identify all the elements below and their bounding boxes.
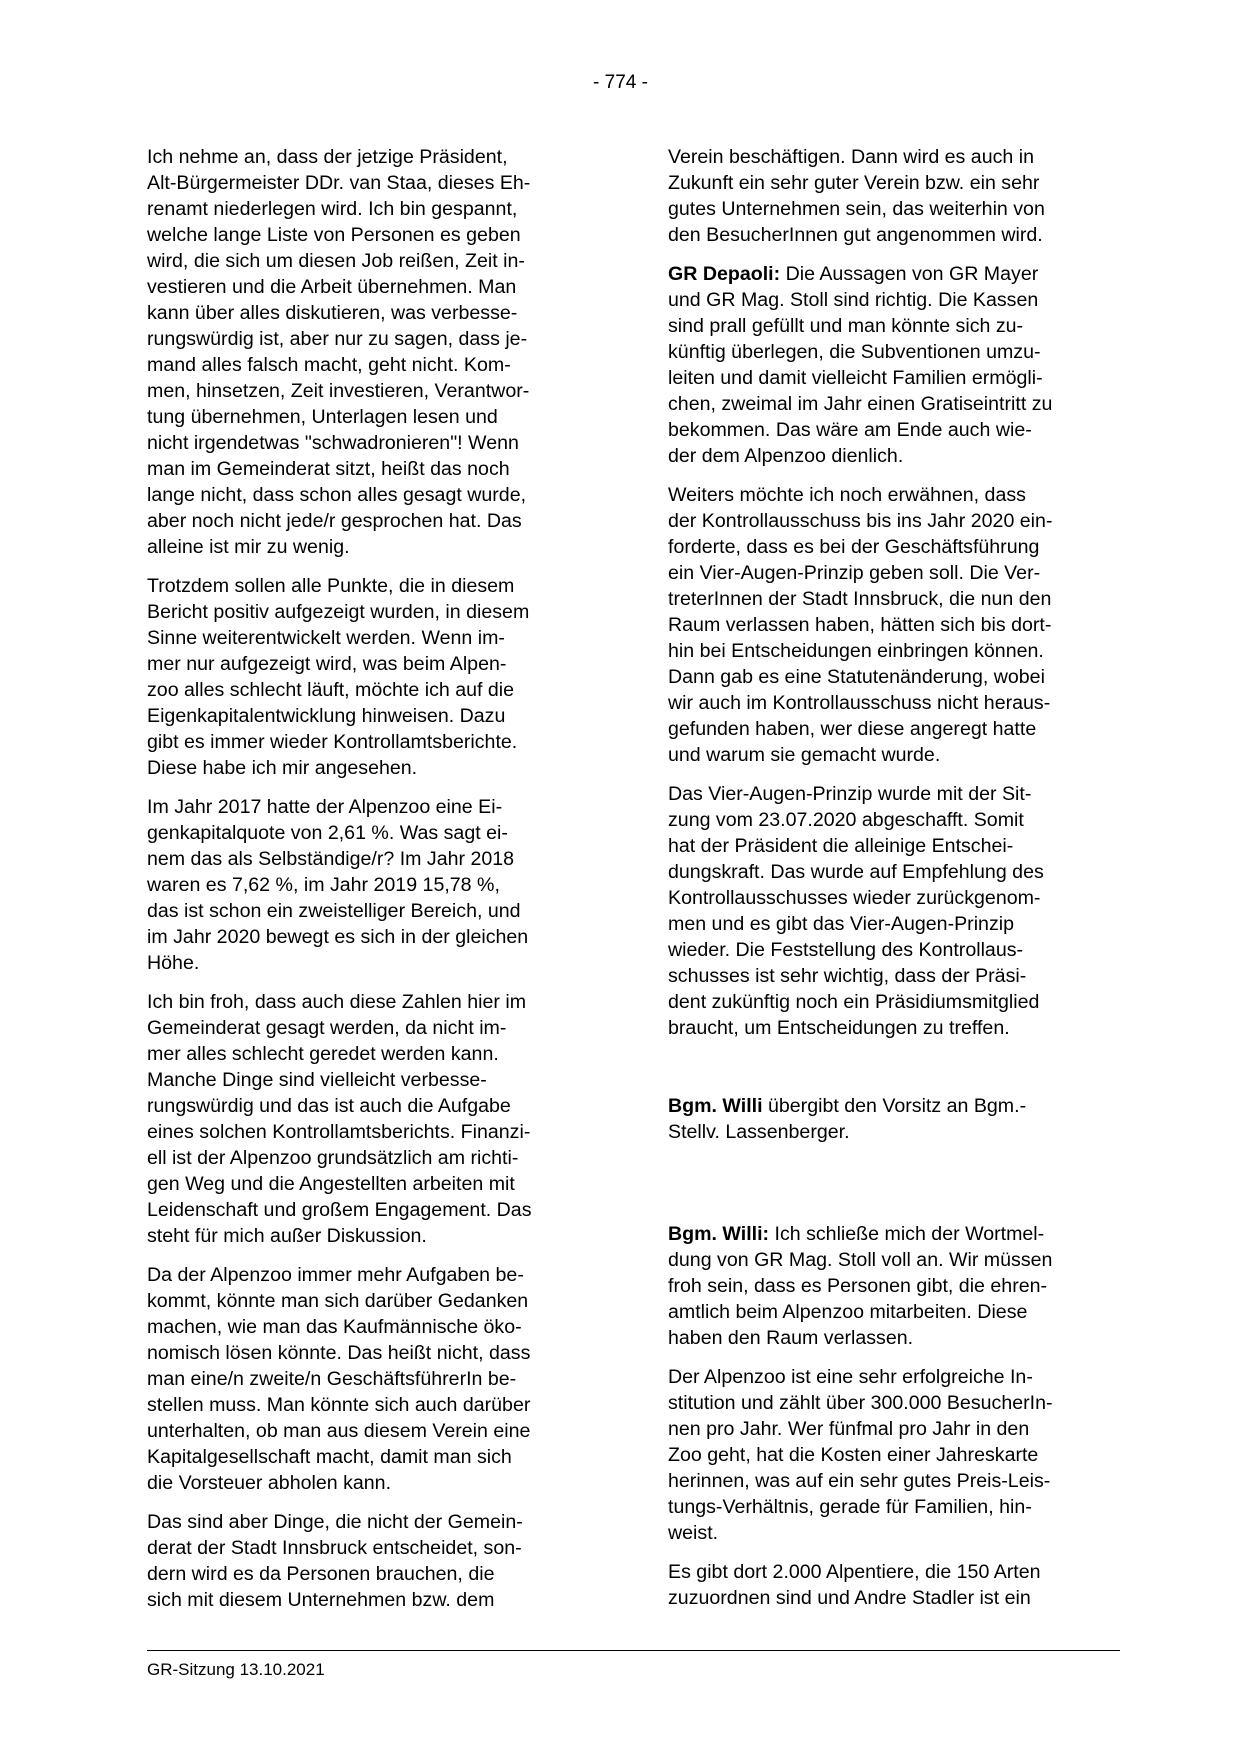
- paragraph: Das sind aber Dinge, die nicht der Gemein- derat der Stadt Innsbruck entscheidet, son- dern wird es da Personen brauchen, die sich mit diesem Unternehmen bzw. dem: [147, 1511, 523, 1611]
- paragraph: Ich nehme an, dass der jetzige Präsident, Alt-Bürgermeister DDr. van Staa, dieses Eh- renamt niederlegen wird. Ich bin gespannt, welche lange Liste von Personen es geben wird, die sich um diesen Job reißen, Zeit in- vestieren und die Arbeit übernehmen. Man kann über alles diskutieren, was verbesse- rungswürdig ist, aber nur zu sagen, dass je- mand alles falsch macht, geht nicht. Kom- men, hinsetzen, Zeit investieren, Verantwor- tung übernehmen, Unterlagen lesen und nicht irgendetwas "schwadronieren"! Wenn man im Gemeinderat sitzt, heißt das noch lange nicht, dass schon alles gesagt wurde, aber noch nicht jede/r gesprochen hat. Das alleine ist mir zu wenig.: [147, 146, 531, 558]
- paragraph: Der Alpenzoo ist eine sehr erfolgreiche In- stitution und zählt über 300.000 BesucherIn- nen pro Jahr. Wer fünfmal pro Jahr in den Zoo geht, hat die Kosten einer Jahreskarte herinnen, was auf ein sehr gutes Preis-Leis- tungs-Verhältnis, gerade für Familien, hin- weist.: [668, 1366, 1053, 1544]
- speaker-paragraph: [668, 1221, 1120, 1351]
- footer-session-date: GR-Sitzung 13.10.2021: [147, 1660, 325, 1679]
- paragraph: Ich bin froh, dass auch diese Zahlen hier im Gemeinderat gesagt werden, da nicht im- mer alles schlecht geredet werden kann. Manche Dinge sind vielleicht verbesse- rungswürdig und das ist auch die Aufgabe eines solchen Kontrollamtsberichts. Finanzi- ell ist der Alpenzoo grundsätzlich am richti- gen Weg und die Angestellten arbeiten mit Leidenschaft und großem Engagement. Das steht für mich außer Diskussion.: [147, 991, 532, 1247]
- speaker-text: übergibt den Vorsitz an Bgm.- Stellv. Lassenberger.: [668, 1095, 1027, 1143]
- paragraph: Im Jahr 2017 hatte der Alpenzoo eine Ei- genkapitalquote von 2,61 %. Was sagt ei- nem das als Selbständige/r? Im Jahr 2018 waren es 7,62 %, im Jahr 2019 15,78 %, das ist schon ein zweistelliger Bereich, und im Jahr 2020 bewegt es sich in der gleichen Höhe.: [147, 796, 529, 974]
- left-column: [147, 144, 599, 1626]
- speaker-paragraph: [668, 1093, 1120, 1145]
- speaker-text: Die Aussagen von GR Mayer und GR Mag. Stoll sind richtig. Die Kassen sind prall gefüllt und man könnte sich zu- künftig überlegen, die Subventionen umzu- leiten und damit vielleicht Familien ermögli- chen, zweimal im Jahr einen Gratiseintritt zu bekommen. Das wäre am Ende auch wie- der dem Alpenzoo dienlich.: [668, 263, 1053, 467]
- paragraph: Das Vier-Augen-Prinzip wurde mit der Sit- zung vom 23.07.2020 abgeschafft. Somit hat der Präsident die alleinige Entschei- dungskraft. Das wurde auf Empfehlung des Kontrollausschusses wieder zurückgenom- men und es gibt das Vier-Augen-Prinzip wieder. Die Feststellung des Kontrollaus- schusses ist sehr wichtig, dass der Präsi- dent zukünftig noch ein Präsidiumsmitglied braucht, um Entscheidungen zu treffen.: [668, 783, 1044, 1039]
- speaker-name: Bgm. Willi: [668, 1095, 763, 1117]
- page-number: - 774 -: [593, 72, 648, 93]
- speaker-text: Ich schließe mich der Wortmel- dung von GR Mag. Stoll voll an. Wir müssen froh sein, dass es Personen gibt, die ehren- amtlich beim Alpenzoo mitarbeiten. Diese haben den Raum verlassen.: [668, 1223, 1053, 1349]
- right-column: [668, 144, 1120, 1624]
- speaker-name: Bgm. Willi:: [668, 1223, 770, 1245]
- paragraph: Da der Alpenzoo immer mehr Aufgaben be- kommt, könnte man sich darüber Gedanken machen, wie man das Kaufmännische öko- nomisch lösen könnte. Das heißt nicht, dass man eine/n zweite/n GeschäftsführerIn be- stellen muss. Man könnte sich auch darüber unterhalten, ob man aus diesem Verein eine Kapitalgesellschaft macht, damit man sich die Vorsteuer abholen kann.: [147, 1264, 531, 1494]
- speaker-name: GR Depaoli:: [668, 263, 781, 285]
- paragraph: Es gibt dort 2.000 Alpentiere, die 150 Arten zuzuordnen sind und Andre Stadler ist ein: [668, 1561, 1041, 1609]
- paragraph: Verein beschäftigen. Dann wird es auch in Zukunft ein sehr guter Verein bzw. ein sehr gutes Unternehmen sein, das weiterhin von den BesucherInnen gut angenommen wird.: [668, 146, 1045, 246]
- paragraph: Trotzdem sollen alle Punkte, die in diesem Bericht positiv aufgezeigt wurden, in diesem Sinne weiterentwickelt werden. Wenn im- mer nur aufgezeigt wird, was beim Alpen- zoo alles schlecht läuft, möchte ich auf die Eigenkapitalentwicklung hinweisen. Dazu gibt es immer wieder Kontrollamtsberichte. Diese habe ich mir angesehen.: [147, 575, 530, 779]
- speaker-paragraph: [668, 261, 1120, 469]
- paragraph: Weiters möchte ich noch erwähnen, dass der Kontrollausschuss bis ins Jahr 2020 ein- forderte, dass es bei der Geschäftsführung ein Vier-Augen-Prinzip geben soll. Die Ver- treterInnen der Stadt Innsbruck, die nun den Raum verlassen haben, hätten sich bis dort- hin bei Entscheidungen einbringen können. Dann gab es eine Statutenänderung, wobei wir auch im Kontrollausschuss nicht heraus- gefunden haben, wer diese angeregt hatte und warum sie gemacht wurde.: [668, 484, 1053, 766]
- footer-divider: [147, 1650, 1120, 1651]
